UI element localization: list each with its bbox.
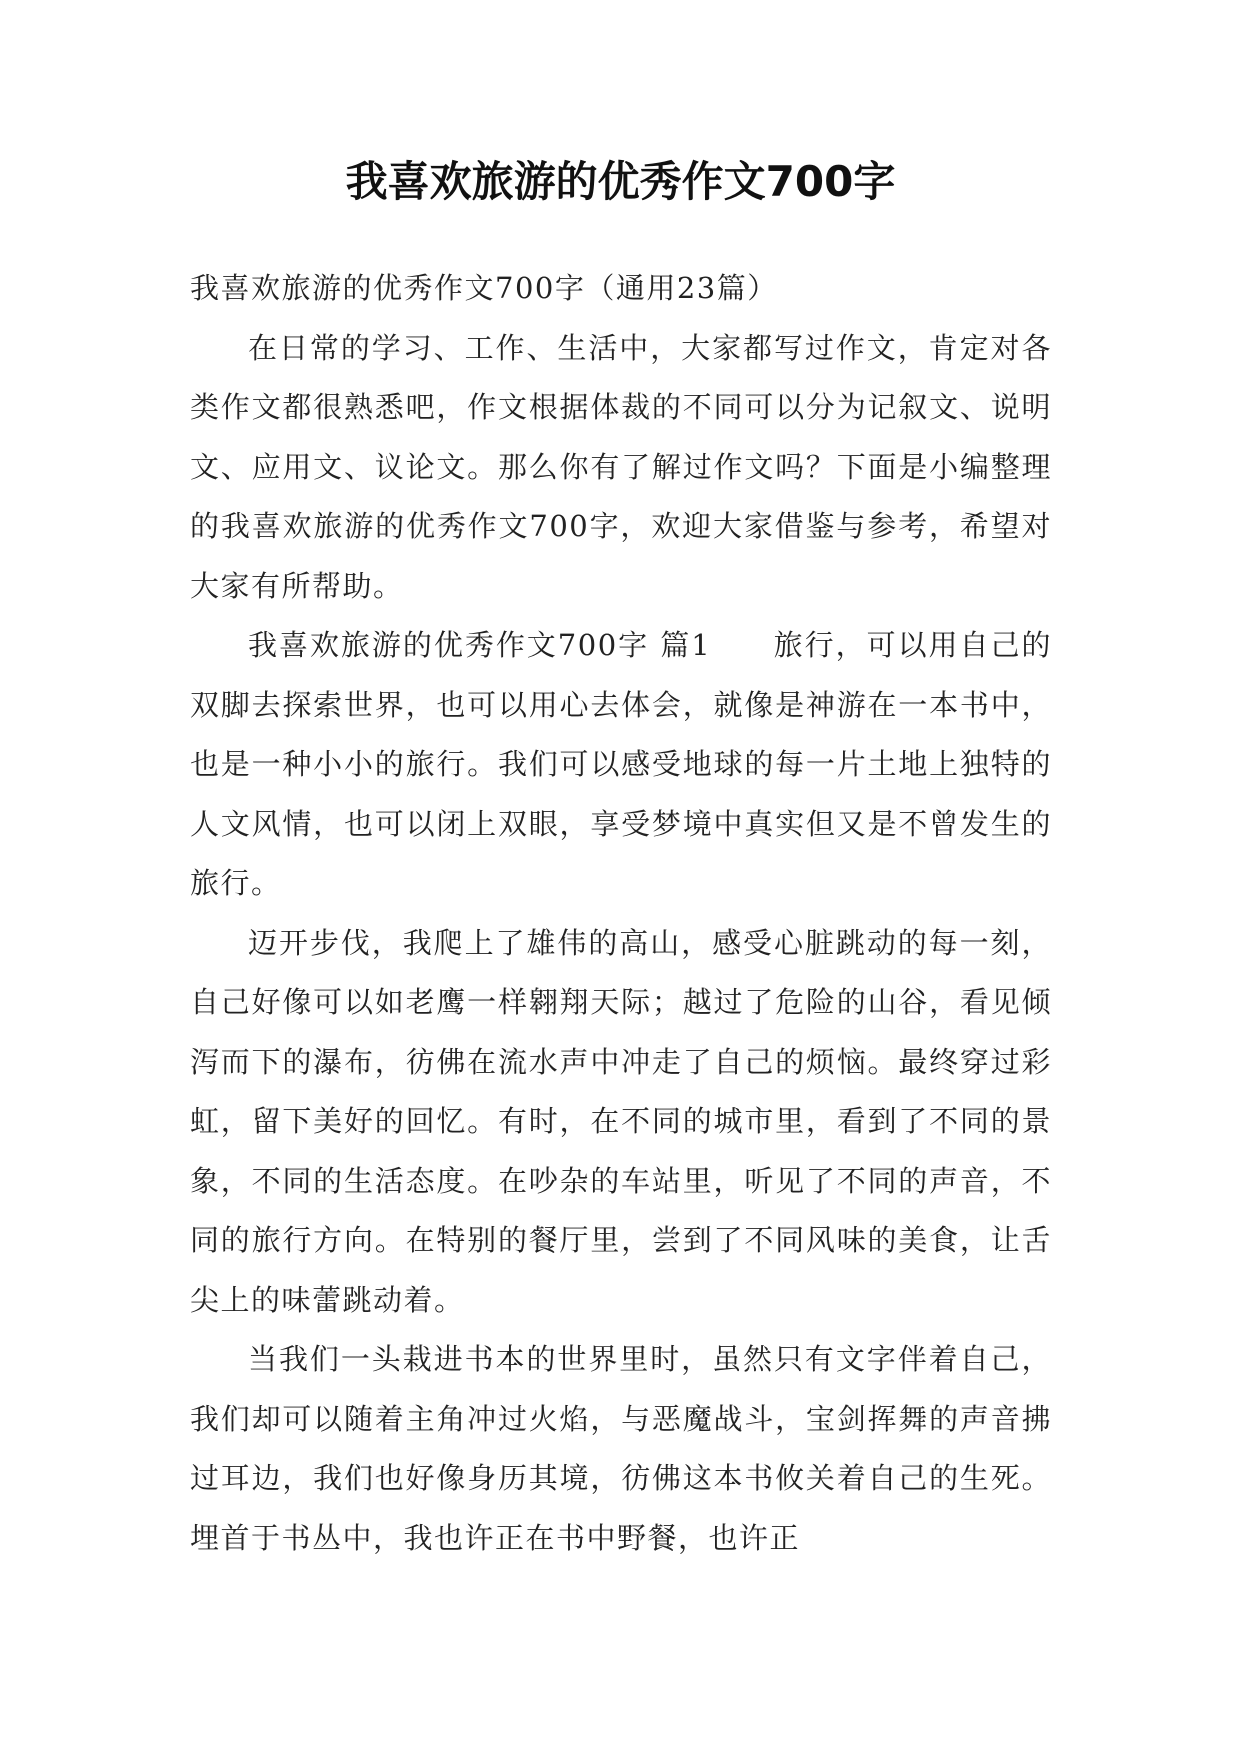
document-body	[190, 259, 1052, 1568]
document-title: 我喜欢旅游的优秀作文700字	[345, 157, 896, 206]
paragraph-essay-1-opening: 我喜欢旅游的优秀作文700字 篇1 旅行，可以用自己的双脚去探索世界，也可以用心去体会，就像是神游在一本书中，也是一种小小的旅行。我们可以感受地球的每一片土地上独特的人文风情，也可以闭上双眼，享受梦境中真实但又是不曾发生的旅行。	[190, 628, 1052, 900]
document-subtitle: 我喜欢旅游的优秀作文700字（通用23篇）	[190, 271, 778, 305]
paragraph-intro: 在日常的学习、工作、生活中，大家都写过作文，肯定对各类作文都很熟悉吧，作文根据体裁的不同可以分为记叙文、说明文、应用文、议论文。那么你有了解过作文吗？下面是小编整理的我喜欢旅游的优秀作文700字，欢迎大家借鉴与参考，希望对大家有所帮助。	[190, 330, 1052, 603]
paragraph-essay-1-books: 当我们一头栽进书本的世界里时，虽然只有文字伴着自己，我们却可以随着主角冲过火焰，与恶魔战斗，宝剑挥舞的声音拂过耳边，我们也好像身历其境，彷佛这本书攸关着自己的生死。埋首于书丛中，我也许正在书中野餐，也许正	[190, 1342, 1052, 1555]
paragraph-essay-1-journey: 迈开步伐，我爬上了雄伟的高山，感受心脏跳动的每一刻，自己好像可以如老鹰一样翱翔天际；越过了危险的山谷，看见倾泻而下的瀑布，彷佛在流水声中冲走了自己的烦恼。最终穿过彩虹，留下美好的回忆。有时，在不同的城市里，看到了不同的景象，不同的生活态度。在吵杂的车站里，听见了不同的声音，不同的旅行方向。在特别的餐厅里，尝到了不同风味的美食，让舌尖上的味蕾跳动着。	[190, 925, 1052, 1317]
